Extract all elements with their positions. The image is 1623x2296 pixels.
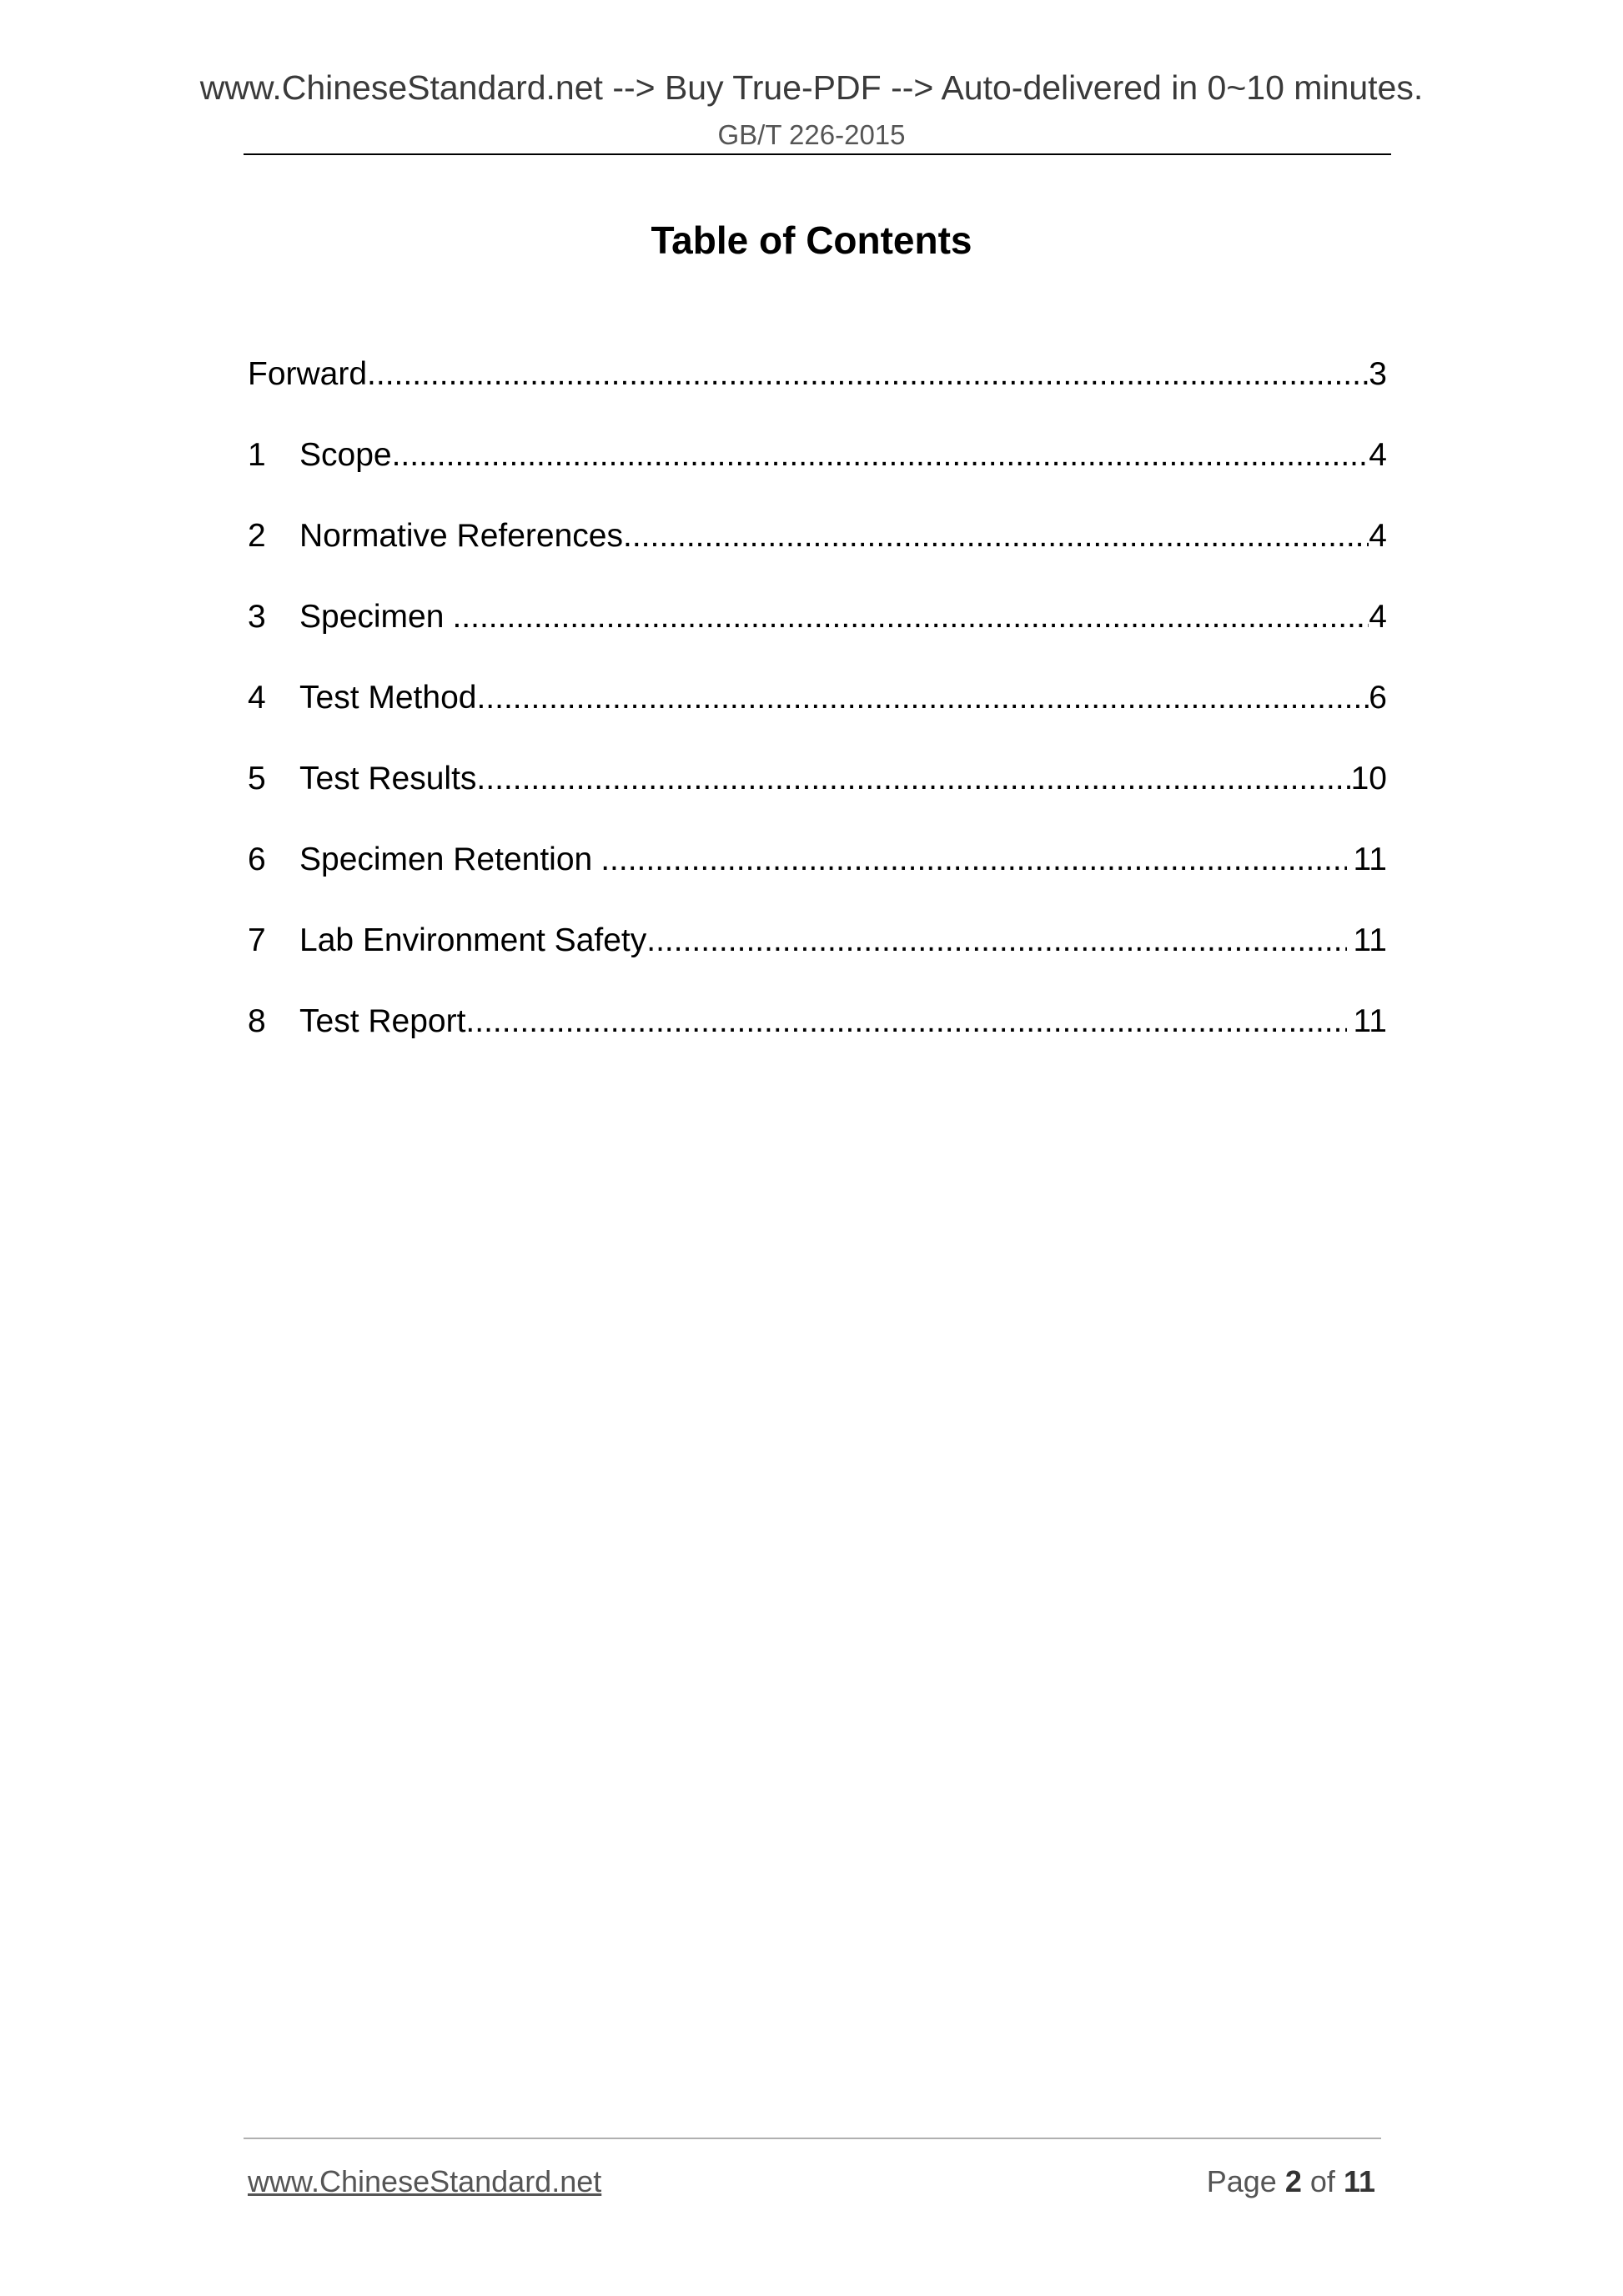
footer-divider [244, 2138, 1381, 2139]
toc-entry-number: 4 [248, 680, 266, 716]
toc-entry-title: Normative References [299, 518, 623, 554]
toc-entry-title: Forward [248, 356, 368, 392]
document-id: GB/T 226-2015 [717, 119, 906, 150]
toc-title: Table of Contents [651, 219, 972, 262]
footer-website-link[interactable]: www.ChineseStandard.net [248, 2164, 602, 2198]
toc-dot-leader [623, 512, 1369, 560]
toc-entry-title: Scope [299, 437, 392, 473]
page-number-label [1207, 2163, 1375, 2200]
toc-entry-test-method[interactable] [248, 674, 1387, 755]
total-page-count: 11 [1343, 2164, 1375, 2198]
toc-dot-leader [646, 917, 1346, 965]
page-of-text: of [1309, 2164, 1335, 2198]
toc-dot-leader [465, 997, 1346, 1046]
toc-entry-number: 8 [248, 1003, 266, 1039]
header-banner: www.ChineseStandard.net --> Buy True-PDF --> Auto-delivered in 0~10 minutes. [199, 68, 1424, 107]
toc-dot-leader [476, 755, 1350, 803]
current-page-number: 2 [1284, 2164, 1302, 2198]
toc-entry-title: Test Report [299, 1003, 466, 1039]
toc-entry-lab-environment-safety[interactable] [248, 917, 1387, 997]
toc-entry-specimen-retention[interactable] [248, 836, 1387, 917]
toc-entry-number: 2 [248, 518, 266, 554]
toc-entry-specimen[interactable] [248, 593, 1387, 674]
toc-entry-title: Specimen [299, 599, 445, 635]
toc-entry-page: 10 [1350, 761, 1387, 796]
toc-entry-forward[interactable] [248, 350, 1387, 431]
toc-entry-page: 4 [1369, 599, 1387, 635]
toc-entry-title: Test Results [299, 761, 477, 796]
toc-entry-page: 11 [1353, 1003, 1387, 1039]
toc-entry-title: Lab Environment Safety [299, 922, 647, 958]
toc-entry-number: 1 [248, 437, 266, 473]
toc-entry-page: 4 [1369, 518, 1387, 554]
toc-entry-title: Test Method [299, 680, 477, 716]
toc-dot-leader [392, 431, 1369, 480]
toc-dot-leader [476, 674, 1369, 722]
toc-entry-page: 6 [1369, 680, 1387, 716]
toc-entry-page: 3 [1369, 356, 1387, 392]
toc-dot-leader [367, 350, 1369, 399]
toc-entry-normative-references[interactable] [248, 512, 1387, 593]
toc-dot-leader [452, 593, 1369, 641]
toc-entry-test-results[interactable] [248, 755, 1387, 836]
toc-entry-page: 11 [1353, 842, 1387, 877]
toc-entry-page: 11 [1353, 922, 1387, 958]
toc-entry-scope[interactable] [248, 431, 1387, 512]
toc-entry-number: 3 [248, 599, 266, 635]
table-of-contents [248, 350, 1387, 1078]
toc-entry-title: Specimen Retention [299, 842, 593, 877]
toc-dot-leader [600, 836, 1346, 884]
toc-entry-number: 6 [248, 842, 266, 877]
toc-entry-number: 7 [248, 922, 266, 958]
toc-entry-test-report[interactable] [248, 997, 1387, 1078]
toc-entry-number: 5 [248, 761, 266, 796]
header-divider [244, 153, 1391, 155]
toc-entry-page: 4 [1369, 437, 1387, 473]
page-prefix: Page [1206, 2164, 1277, 2198]
